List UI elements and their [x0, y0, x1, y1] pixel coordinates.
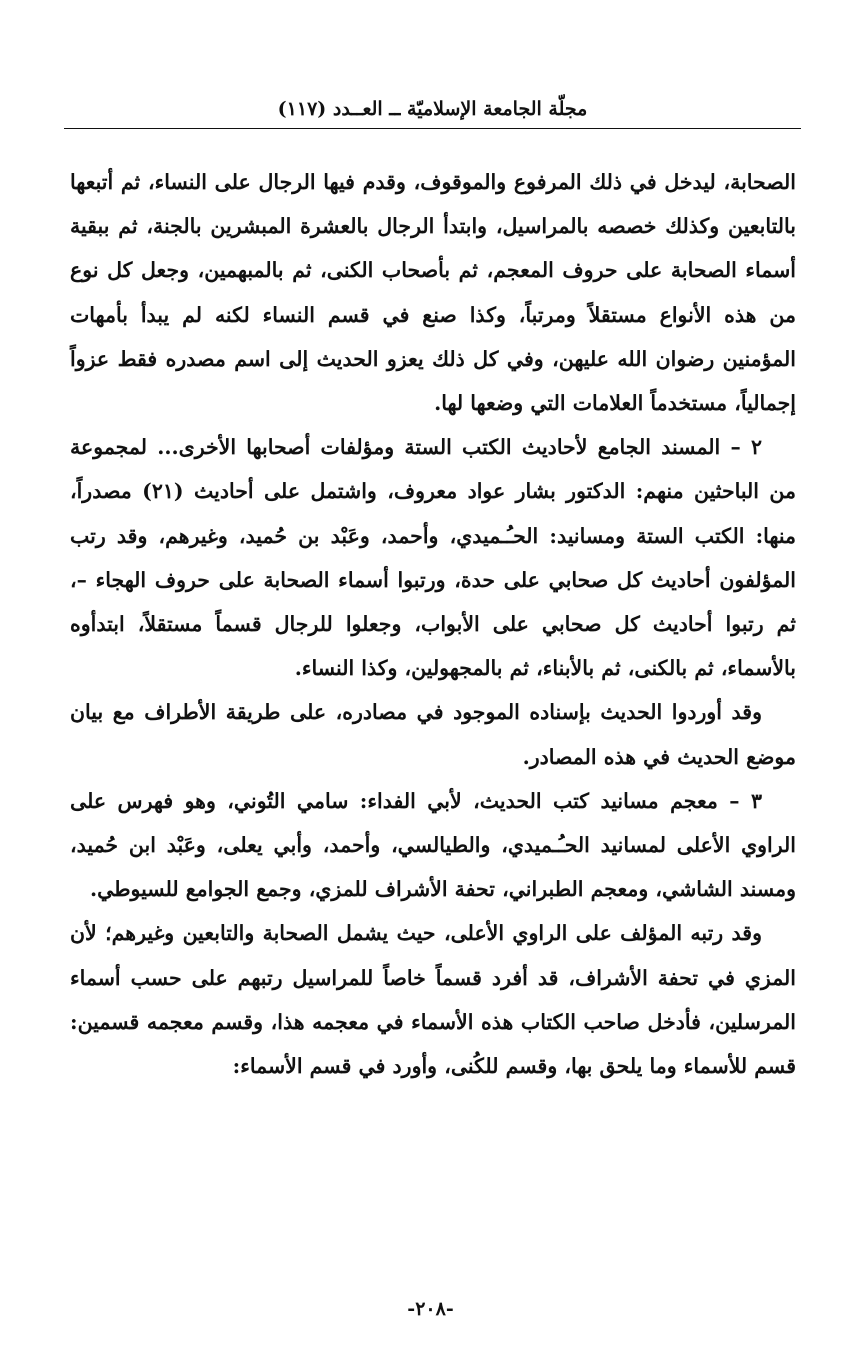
body-text [70, 160, 796, 1088]
paragraph-item-2: ٢ – المسند الجامع لأحاديث الكتب الستة ومؤلفات أصحابها الأخرى... لمجموعة من الباحثين منهم: الدكتور بشار عواد معروف، واشتمل على أحاديث (٢١) مصدراً، منها: الكتب الستة ومسانيد: الحـُـميدي، وأحمد، وعَبْد بن حُميد، وغيرهم، وقد رتب المؤلفون أحاديث كل صحابي على حدة، ورتبوا أسماء الصحابة على حروف الهجاء –، ثم رتبوا أحاديث كل صحابي على الأبواب، وجعلوا للرجال قسماً مستقلاً، ابتدأوه بالأسماء، ثم بالكنى، ثم بالأبناء، ثم بالمجهولين، وكذا النساء. [70, 435, 796, 681]
header-divider-line [64, 128, 801, 129]
running-header-title: مجلّة الجامعة الإسلاميّة ــ العــدد (١١٧) [277, 98, 588, 120]
paragraph-continuation: الصحابة، ليدخل في ذلك المرفوع والموقوف، وقدم فيها الرجال على النساء، ثم أتبعها بالتابعين وكذلك خصصه بالمراسيل، وابتدأ الرجال بالعشرة المبشرين بالجنة، ثم ببقية أسماء الصحابة على حروف المعجم، ثم بأصحاب الكنى، ثم بالمبهمين، وجعل كل نوع من هذه الأنواع مستقلاً ومرتباً، وكذا صنع في قسم النساء لكنه لم يبدأ بأمهات المؤمنين رضوان الله عليهن، وفي كل ذلك يعزو الحديث إلى اسم مصدره فقط عزواً إجمالياً، مستخدماً العلامات التي وضعها لها. [70, 170, 796, 416]
page-number: -٢٠٨- [407, 1298, 454, 1320]
paragraph-item-3: ٣ – معجم مسانيد كتب الحديث، لأبي الفداء: سامي التُوني، وهو فهرس على الراوي الأعلى لمسانيد الحـُـميدي، والطيالسي، وأحمد، وأبي يعلى، وعَبْد ابن حُميد، ومسند الشاشي، ومعجم الطبراني، تحفة الأشراف للمزي، وجمع الجوامع للسيوطي. [70, 788, 796, 902]
paragraph-item-3-note: وقد رتبه المؤلف على الراوي الأعلى، حيث يشمل الصحابة والتابعين وغيرهم؛ لأن المزي في تحفة الأشراف، قد أفرد قسماً خاصاً للمراسيل رتبهم على حسب أسماء المرسلين، فأدخل صاحب الكتاب هذه الأسماء في معجمه هذا، وقسم معجمه قسمين: قسم للأسماء وما يلحق بها، وقسم للكُنى، وأورد في قسم الأسماء: [70, 921, 796, 1079]
paragraph-item-2-note: وقد أوردوا الحديث بإسناده الموجود في مصادره، على طريقة الأطراف مع بيان موضع الحديث في هذه المصادر. [70, 700, 796, 769]
